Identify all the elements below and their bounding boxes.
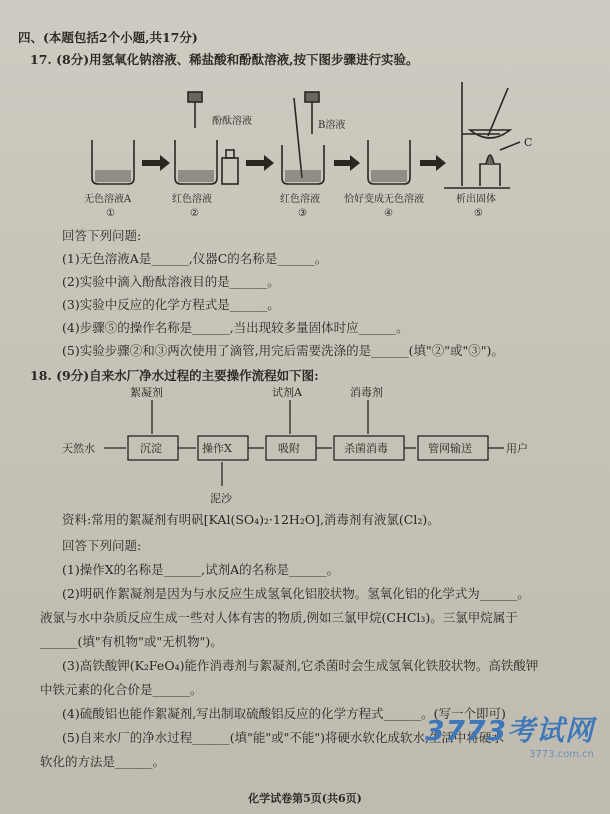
q18-line-3: 液氯与水中杂质反应生成一些对人体有害的物质,例如三氯甲烷(CHCl₃)。三氯甲烷属于 [40,610,518,625]
q18-line-5: (3)高铁酸钾(K₂FeO₄)能作消毒剂与絮凝剂,它杀菌时会生成氢氧化铁胶状物。高铁酸钾 [62,658,539,673]
box-operation-x-label: 操作X [202,442,232,455]
label-phenolphthalein: 酚酞溶液 [212,116,252,127]
q17-item-1: (1)无色溶液A是______,仪器C的名称是______。 [62,251,328,266]
label-c: C [524,136,533,149]
section-title: 四、(本题包括2个小题,共17分) [18,30,198,45]
box-disinfection-label: 杀菌消毒 [344,442,388,455]
label-sediment: 泥沙 [210,492,232,505]
q17-item-4: (4)步骤⑤的操作名称是______,当出现较多量固体时应______。 [62,320,409,335]
q17-heading: 17. (8分)用氢氧化钠溶液、稀盐酸和酚酞溶液,按下图步骤进行实验。 [30,52,419,67]
q18-line-8: (5)自来水厂的净水过程______(填"能"或"不能")将硬水软化成软水,生活中将硬水 [62,730,504,745]
q18-line-7: (4)硫酸铝也能作絮凝剂,写出制取硫酸铝反应的化学方程式______。(写一个即可) [62,706,506,721]
watermark-sub: 3773.com.cn [529,749,594,760]
box-adsorption-label: 吸附 [278,442,300,455]
step-2-caption: 红色溶液 [172,194,212,205]
step-3-num: ③ [298,208,307,219]
q17-item-5: (5)实验步骤②和③两次使用了滴管,用完后需要洗涤的是______(填"②"或"③")。 [62,343,504,358]
q18-line-9: 软化的方法是______。 [40,754,166,769]
step-1-caption: 无色溶液A [84,194,132,205]
step-5-caption: 析出固体 [456,194,496,205]
step-2-num: ② [190,208,199,219]
page-footer: 化学试卷第5页(共6页) [248,792,362,805]
label-reagent-a: 试剂A [272,386,302,399]
label-disinfectant: 消毒剂 [350,386,383,399]
q18-line-2: (2)明矾作絮凝剂是因为与水反应生成氢氧化铝胶状物。氢氧化铝的化学式为______。 [62,586,530,601]
watermark-main: 3773考试网 [425,714,594,747]
q18-line-6: 中铁元素的化合价是______。 [40,682,203,697]
watermark-logo [425,709,594,760]
label-natural-water: 天然水 [62,442,95,455]
q18-line-1: (1)操作X的名称是______,试剂A的名称是______。 [62,562,340,577]
label-flocculant: 絮凝剂 [130,386,163,399]
step-5-num: ⑤ [474,208,483,219]
q17-item-2: (2)实验中滴入酚酞溶液目的是______。 [62,274,280,289]
q17-prompt: 回答下列问题: [62,228,142,243]
step-4-num: ④ [384,208,393,219]
step-1-num: ① [106,208,115,219]
q18-heading: 18. (9分)自来水厂净水过程的主要操作流程如下图: [30,368,319,383]
box-pipe-transport-label: 管网输送 [428,442,472,455]
q18-material: 资料:常用的絮凝剂有明矾[KAl(SO₄)₂·12H₂O],消毒剂有液氯(Cl₂)。 [62,512,440,527]
step-4-caption: 恰好变成无色溶液 [344,194,424,205]
box-sedimentation-label: 沉淀 [140,442,162,455]
q17-item-3: (3)实验中反应的化学方程式是______。 [62,297,280,312]
q18-line-4: ______(填"有机物"或"无机物")。 [40,634,223,649]
label-user: 用户 [506,442,528,455]
label-b-solution: B溶液 [318,120,346,131]
q18-prompt: 回答下列问题: [62,538,142,553]
step-3-caption: 红色溶液 [280,194,320,205]
